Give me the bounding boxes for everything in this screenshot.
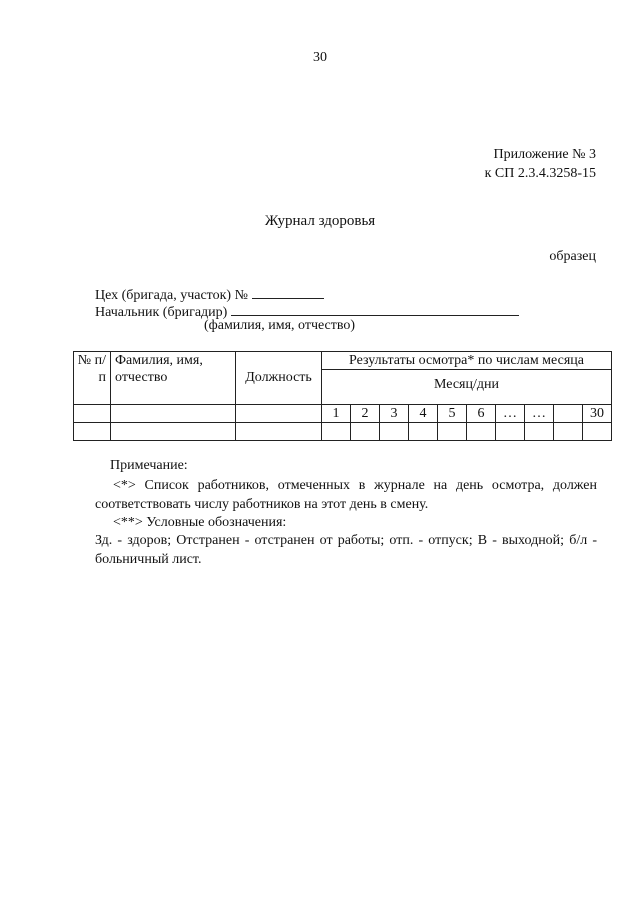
table-cell: [322, 423, 351, 441]
day-cell: 30: [583, 405, 612, 423]
table-cell: [236, 423, 322, 441]
header-name: Фамилия, имя, отчество: [111, 352, 236, 405]
workshop-label: Цех (бригада, участок) №: [95, 288, 248, 303]
day-cell: 6: [467, 405, 496, 423]
table-cell: [111, 405, 236, 423]
day-cell: 5: [438, 405, 467, 423]
table-row-days: [74, 405, 612, 423]
table-cell: [380, 423, 409, 441]
table-cell: [236, 405, 322, 423]
table-cell: [554, 423, 583, 441]
appendix-line-1: Приложение № 3: [493, 147, 596, 162]
day-cell: 3: [380, 405, 409, 423]
day-cell: 4: [409, 405, 438, 423]
notes-heading: Примечание:: [110, 458, 188, 473]
header-results: Результаты осмотра* по числам месяца: [322, 352, 612, 370]
day-cell: …: [525, 405, 554, 423]
appendix-reference: [485, 145, 596, 183]
health-journal-table: [73, 351, 612, 441]
table-cell: [467, 423, 496, 441]
table-header-row-1: [74, 352, 612, 370]
day-cell: …: [496, 405, 525, 423]
note-3: Зд. - здоров; Отстранен - отстранен от работы; отп. - отпуск; В - выходной; б/л - больничный лист.: [95, 533, 597, 567]
header-number: № п/п: [74, 352, 111, 405]
day-cell: [554, 405, 583, 423]
header-position: Должность: [236, 352, 322, 405]
sample-label: образец: [549, 249, 596, 264]
table-row-empty: [74, 423, 612, 441]
note-1: <*> Список работников, отмеченных в журнале на день осмотра, должен соответствовать числу работников на этот день в смену.: [95, 478, 597, 512]
table-cell: [74, 405, 111, 423]
table-cell: [496, 423, 525, 441]
table-cell: [111, 423, 236, 441]
note-2: <**> Условные обозначения:: [113, 515, 287, 530]
day-cell: 2: [351, 405, 380, 423]
header-month-days: Месяц/дни: [322, 370, 612, 405]
table-cell: [409, 423, 438, 441]
table-cell: [525, 423, 554, 441]
chief-blank-line: [231, 301, 519, 316]
table-cell: [351, 423, 380, 441]
table-cell: [438, 423, 467, 441]
table-cell: [74, 423, 111, 441]
table-cell: [583, 423, 612, 441]
chief-label: Начальник (бригадир): [95, 305, 228, 320]
fio-hint: (фамилия, имя, отчество): [204, 318, 356, 333]
page-number: 30: [313, 50, 327, 65]
workshop-blank-line: [252, 284, 324, 299]
appendix-line-2: к СП 2.3.4.3258-15: [484, 166, 596, 181]
document-title: Журнал здоровья: [264, 213, 376, 229]
day-cell: 1: [322, 405, 351, 423]
